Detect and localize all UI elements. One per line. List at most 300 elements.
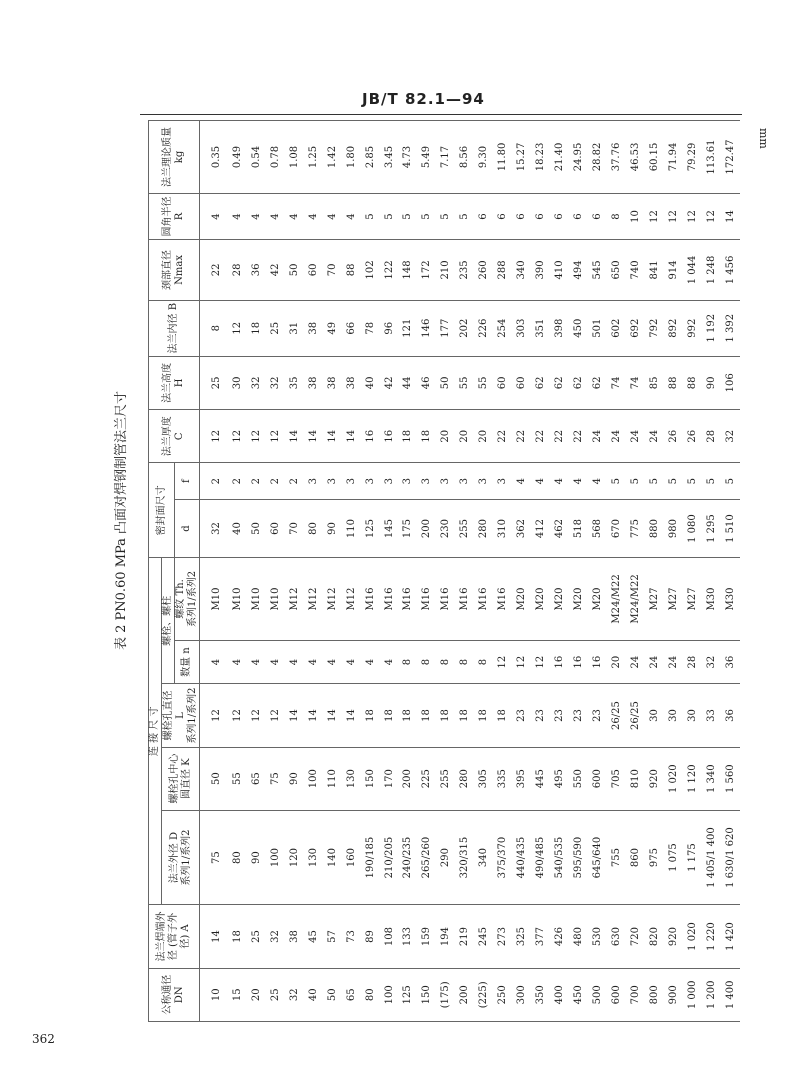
table-cell: 14 <box>285 684 304 747</box>
table-cell: 545 <box>588 240 607 301</box>
table-cell: 2 <box>200 463 228 499</box>
table-cell: 46.53 <box>626 121 645 194</box>
table-cell: 1 405/1 400 <box>702 810 721 905</box>
table-cell: M20 <box>531 558 550 641</box>
table-cell: 121 <box>399 300 418 356</box>
table-cell: 11.80 <box>493 121 512 194</box>
table-cell: 23 <box>588 684 607 747</box>
table-cell: 55 <box>455 356 474 409</box>
table-cell: 2.85 <box>361 121 380 194</box>
table-cell: M12 <box>323 558 342 641</box>
table-cell: 2 <box>266 463 285 499</box>
table-cell: 100 <box>266 810 285 905</box>
table-cell: 32 <box>266 905 285 968</box>
table-row <box>664 121 683 1022</box>
table-cell: 480 <box>569 905 588 968</box>
table-cell: 4 <box>266 193 285 239</box>
table-cell: 15.27 <box>512 121 531 194</box>
table-cell: 1 340 <box>702 747 721 810</box>
table-cell: 200 <box>455 968 474 1021</box>
table-cell: 0.49 <box>228 121 247 194</box>
table-cell: 351 <box>531 300 550 356</box>
table-cell: 66 <box>342 300 361 356</box>
table-cell: 50 <box>436 356 455 409</box>
table-cell: 50 <box>323 968 342 1021</box>
table-cell: 12 <box>664 193 683 239</box>
table-cell: 202 <box>455 300 474 356</box>
table-cell: 450 <box>569 300 588 356</box>
table-cell: 5 <box>399 193 418 239</box>
table-cell: 24 <box>607 410 626 463</box>
table-cell: 2 <box>247 463 266 499</box>
table-cell: 335 <box>493 747 512 810</box>
table-cell: 8 <box>200 300 228 356</box>
table-cell: 288 <box>493 240 512 301</box>
table-cell: 50 <box>285 240 304 301</box>
table-cell: 102 <box>361 240 380 301</box>
table-cell: 6 <box>569 193 588 239</box>
table-cell: 75 <box>266 747 285 810</box>
table-cell: 1 392 <box>721 300 740 356</box>
table-cell: 24 <box>664 640 683 684</box>
header-n: 数量 n <box>175 640 200 684</box>
table-cell: 12 <box>228 300 247 356</box>
table-row <box>285 121 304 1022</box>
table-cell: 150 <box>361 747 380 810</box>
table-cell: 5 <box>455 193 474 239</box>
table-cell: 26/25 <box>626 684 645 747</box>
table-cell: 0.54 <box>247 121 266 194</box>
table-cell: 670 <box>607 499 626 557</box>
table-cell: 5 <box>664 463 683 499</box>
table-cell: M30 <box>721 558 740 641</box>
table-cell: 290 <box>436 810 455 905</box>
table-cell: 3 <box>493 463 512 499</box>
table-cell: 6 <box>493 193 512 239</box>
header-mass: 法兰理论质量 kg <box>149 121 200 194</box>
table-cell: 145 <box>380 499 399 557</box>
table-cell: 12 <box>200 684 228 747</box>
table-cell: 90 <box>323 499 342 557</box>
table-cell: 36 <box>721 684 740 747</box>
table-cell: 1 420 <box>721 905 740 968</box>
table-cell: 4 <box>531 463 550 499</box>
table-cell: 362 <box>512 499 531 557</box>
table-cell: 21.40 <box>550 121 569 194</box>
table-cell: 992 <box>683 300 702 356</box>
table-cell: 3 <box>323 463 342 499</box>
table-cell: 18.23 <box>531 121 550 194</box>
table-cell: 14 <box>304 410 323 463</box>
table-cell: 320/315 <box>455 810 474 905</box>
table-cell: M16 <box>399 558 418 641</box>
table-cell: M12 <box>304 558 323 641</box>
table-cell: 122 <box>380 240 399 301</box>
table-cell: 340 <box>512 240 531 301</box>
table-cell: 33 <box>702 684 721 747</box>
table-cell: 440/435 <box>512 810 531 905</box>
table-cell: 1.25 <box>304 121 323 194</box>
table-cell: 225 <box>417 747 436 810</box>
table-cell: 100 <box>380 968 399 1021</box>
table-cell: 4 <box>228 193 247 239</box>
table-cell: 0.35 <box>200 121 228 194</box>
table-cell: 273 <box>493 905 512 968</box>
table-cell: 4 <box>323 640 342 684</box>
table-cell: 1 510 <box>721 499 740 557</box>
table-cell: 60 <box>266 499 285 557</box>
table-cell: M16 <box>493 558 512 641</box>
table-cell: 10 <box>200 968 228 1021</box>
table-cell: 12 <box>228 410 247 463</box>
table-cell: 172 <box>417 240 436 301</box>
table-cell: 740 <box>626 240 645 301</box>
table-cell: 255 <box>436 747 455 810</box>
header-group-seal: 密封面尺寸 <box>149 463 175 558</box>
table-cell: 8 <box>474 640 493 684</box>
table-cell: 60.15 <box>645 121 664 194</box>
table-cell: 50 <box>200 747 228 810</box>
table-cell: 14 <box>323 410 342 463</box>
table-cell: 230 <box>436 499 455 557</box>
table-cell: 172.47 <box>721 121 740 194</box>
table-cell: 62 <box>550 356 569 409</box>
table-cell: 42 <box>380 356 399 409</box>
table-cell: 1 075 <box>664 810 683 905</box>
table-cell: 18 <box>417 684 436 747</box>
table-cell: 24 <box>645 410 664 463</box>
table-cell: M10 <box>200 558 228 641</box>
table-cell: 16 <box>569 640 588 684</box>
table-cell: 16 <box>380 410 399 463</box>
table-cell: 914 <box>664 240 683 301</box>
table-cell: 80 <box>304 499 323 557</box>
table-cell: 177 <box>436 300 455 356</box>
table-cell: 375/370 <box>493 810 512 905</box>
table-cell: 705 <box>607 747 626 810</box>
table-cell: 395 <box>512 747 531 810</box>
table-cell: 3.45 <box>380 121 399 194</box>
table-cell: 2 <box>285 463 304 499</box>
table-cell: 57 <box>323 905 342 968</box>
table-cell: 140 <box>323 810 342 905</box>
table-cell: 38 <box>285 905 304 968</box>
table-cell: 880 <box>645 499 664 557</box>
table-cell: 26/25 <box>607 684 626 747</box>
table-cell: 226 <box>474 300 493 356</box>
table-cell: 692 <box>626 300 645 356</box>
table-cell: M20 <box>512 558 531 641</box>
table-cell: 800 <box>645 968 664 1021</box>
table-cell: 75 <box>200 810 228 905</box>
table-row <box>702 121 721 1022</box>
table-cell: 200 <box>417 499 436 557</box>
table-cell: 1 400 <box>721 968 740 1021</box>
table-cell: M24/M22 <box>607 558 626 641</box>
table-cell: 3 <box>455 463 474 499</box>
table-row <box>266 121 285 1022</box>
table-cell: 22 <box>512 410 531 463</box>
table-cell: 20 <box>247 968 266 1021</box>
table-cell: 40 <box>304 968 323 1021</box>
table-cell: 23 <box>569 684 588 747</box>
header-l: 螺栓孔直径 L 系列1/系列2 <box>162 684 200 747</box>
table-cell: M24/M22 <box>626 558 645 641</box>
table-cell: 36 <box>247 240 266 301</box>
table-cell: 25 <box>266 968 285 1021</box>
table-cell: 18 <box>417 410 436 463</box>
table-row <box>228 121 247 1022</box>
table-cell: 5 <box>683 463 702 499</box>
table-cell: M12 <box>285 558 304 641</box>
table-cell: 38 <box>342 356 361 409</box>
table-cell: 5 <box>721 463 740 499</box>
table-cell: 494 <box>569 240 588 301</box>
table-cell: 280 <box>455 747 474 810</box>
table-cell: 630 <box>607 905 626 968</box>
table-cell: 1.08 <box>285 121 304 194</box>
table-cell: 20 <box>436 410 455 463</box>
table-cell: 74 <box>607 356 626 409</box>
table-cell: 22 <box>200 240 228 301</box>
table-cell: 20 <box>474 410 493 463</box>
table-cell: 146 <box>417 300 436 356</box>
table-cell: 245 <box>474 905 493 968</box>
table-cell: 28 <box>702 410 721 463</box>
table-cell: 28 <box>228 240 247 301</box>
table-cell: 600 <box>588 747 607 810</box>
table-cell: 303 <box>512 300 531 356</box>
table-cell: 3 <box>361 463 380 499</box>
table-cell: 71.94 <box>664 121 683 194</box>
table-cell: 16 <box>588 640 607 684</box>
table-cell: 860 <box>626 810 645 905</box>
table-cell: 1.42 <box>323 121 342 194</box>
table-cell: 650 <box>607 240 626 301</box>
table-cell: 462 <box>550 499 569 557</box>
table-cell: 1 020 <box>664 747 683 810</box>
table-cell: 219 <box>455 905 474 968</box>
table-cell: 8 <box>399 640 418 684</box>
table-row <box>550 121 569 1022</box>
table-cell: 426 <box>550 905 569 968</box>
table-cell: 5 <box>436 193 455 239</box>
table-cell: 4 <box>200 193 228 239</box>
table-cell: 15 <box>228 968 247 1021</box>
table-cell: 80 <box>228 810 247 905</box>
table-row <box>399 121 418 1022</box>
table-cell: 18 <box>380 684 399 747</box>
table-cell: 22 <box>550 410 569 463</box>
table-row <box>342 121 361 1022</box>
table-caption-wrap <box>100 310 140 730</box>
table-cell: 500 <box>588 968 607 1021</box>
table-cell: 74 <box>626 356 645 409</box>
table-cell: 18 <box>436 684 455 747</box>
table-cell: 8.56 <box>455 121 474 194</box>
header-c: 法兰厚度 C <box>149 410 200 463</box>
table-cell: 12 <box>228 684 247 747</box>
table-cell: 14 <box>200 905 228 968</box>
table-cell: 65 <box>342 968 361 1021</box>
table-cell: (225) <box>474 968 493 1021</box>
table-cell: 14 <box>304 684 323 747</box>
table-cell: 70 <box>323 240 342 301</box>
table-cell: 20 <box>607 640 626 684</box>
table-cell: 1 192 <box>702 300 721 356</box>
table-cell: 4 <box>342 193 361 239</box>
header-th: 螺纹 Th. 系列1/系列2 <box>175 558 200 641</box>
table-cell: M10 <box>266 558 285 641</box>
table-cell: 1 200 <box>702 968 721 1021</box>
table-cell: 530 <box>588 905 607 968</box>
table-cell: 6 <box>550 193 569 239</box>
table-cell: 1 120 <box>683 747 702 810</box>
table-cell: 1 630/1 620 <box>721 810 740 905</box>
table-cell: 65 <box>247 747 266 810</box>
table-cell: 32 <box>285 968 304 1021</box>
table-cell: 16 <box>361 410 380 463</box>
table-cell: 120 <box>285 810 304 905</box>
table-cell: 106 <box>721 356 740 409</box>
table-cell: 18 <box>455 684 474 747</box>
table-cell: 62 <box>531 356 550 409</box>
table-cell: 160 <box>342 810 361 905</box>
table-cell: M20 <box>569 558 588 641</box>
table-cell: 1.80 <box>342 121 361 194</box>
table-cell: 38 <box>323 356 342 409</box>
table-cell: 550 <box>569 747 588 810</box>
table-cell: 8 <box>607 193 626 239</box>
table-cell: M16 <box>417 558 436 641</box>
table-cell: 79.29 <box>683 121 702 194</box>
table-cell: 377 <box>531 905 550 968</box>
table-cell: 18 <box>493 684 512 747</box>
table-cell: 810 <box>626 747 645 810</box>
table-cell: 4 <box>380 640 399 684</box>
header-h: 法兰高度 H <box>149 356 200 409</box>
table-cell: 32 <box>266 356 285 409</box>
table-cell: 12 <box>266 410 285 463</box>
table-cell: M30 <box>702 558 721 641</box>
table-cell: 398 <box>550 300 569 356</box>
table-row <box>588 121 607 1022</box>
table-cell: 18 <box>247 300 266 356</box>
table-cell: 5 <box>702 463 721 499</box>
table-cell: 3 <box>380 463 399 499</box>
table-cell: 3 <box>436 463 455 499</box>
table-cell: 23 <box>531 684 550 747</box>
table-cell: 100 <box>304 747 323 810</box>
table-row <box>474 121 493 1022</box>
header-b: 法兰内径 B <box>149 300 200 356</box>
table-cell: 55 <box>228 747 247 810</box>
table-cell: 42 <box>266 240 285 301</box>
table-cell: 5 <box>607 463 626 499</box>
table-cell: 1 000 <box>683 968 702 1021</box>
table-cell: 130 <box>342 747 361 810</box>
header-seal-d: d <box>175 499 200 557</box>
table-row <box>436 121 455 1022</box>
table-cell: 23 <box>550 684 569 747</box>
table-cell: 1 248 <box>702 240 721 301</box>
table-cell: 3 <box>399 463 418 499</box>
table-cell: 12 <box>200 410 228 463</box>
table-cell: M16 <box>474 558 493 641</box>
table-cell: 73 <box>342 905 361 968</box>
table-cell: M12 <box>342 558 361 641</box>
table-cell: 32 <box>702 640 721 684</box>
table-row <box>493 121 512 1022</box>
table-cell: 190/185 <box>361 810 380 905</box>
table-cell: 32 <box>721 410 740 463</box>
table-cell: 260 <box>474 240 493 301</box>
table-cell: 49 <box>323 300 342 356</box>
header-nmax: 颈部直径 Nmax <box>149 240 200 301</box>
table-cell: 0.78 <box>266 121 285 194</box>
table-cell: 5.49 <box>417 121 436 194</box>
table-cell: 24 <box>626 410 645 463</box>
table-cell: 24 <box>588 410 607 463</box>
table-cell: 240/235 <box>399 810 418 905</box>
header-r: 圆角半径 R <box>149 193 200 239</box>
table-cell: 20 <box>455 410 474 463</box>
unit-label: mm <box>757 128 770 149</box>
table-cell: M16 <box>361 558 380 641</box>
table-cell: 495 <box>550 747 569 810</box>
table-cell: 200 <box>399 747 418 810</box>
table-cell: 18 <box>399 410 418 463</box>
table-cell: 26 <box>683 410 702 463</box>
table-cell: 1 044 <box>683 240 702 301</box>
table-cell: 24 <box>645 640 664 684</box>
table-row <box>531 121 550 1022</box>
table-cell: 23 <box>512 684 531 747</box>
table-cell: 4 <box>200 640 228 684</box>
table-cell: 38 <box>304 300 323 356</box>
table-cell: 8 <box>417 640 436 684</box>
table-cell: 755 <box>607 810 626 905</box>
table-cell: 16 <box>550 640 569 684</box>
table-cell: 22 <box>493 410 512 463</box>
table-cell: 18 <box>399 684 418 747</box>
table-cell: 310 <box>493 499 512 557</box>
table-cell: 14 <box>342 410 361 463</box>
table-cell: 60 <box>304 240 323 301</box>
table-row <box>569 121 588 1022</box>
flange-dimension-table <box>148 120 740 1022</box>
table-row <box>247 121 266 1022</box>
table-cell: M16 <box>455 558 474 641</box>
table-cell: 892 <box>664 300 683 356</box>
table-cell: 4 <box>304 640 323 684</box>
table-cell: 4 <box>342 640 361 684</box>
table-cell: 900 <box>664 968 683 1021</box>
table-cell: 25 <box>247 905 266 968</box>
table-cell: 300 <box>512 968 531 1021</box>
table-cell: 7.17 <box>436 121 455 194</box>
table-cell: 125 <box>361 499 380 557</box>
table-cell: 4 <box>569 463 588 499</box>
table-cell: 10 <box>626 193 645 239</box>
table-cell: 602 <box>607 300 626 356</box>
table-cell: 22 <box>531 410 550 463</box>
table-cell: 568 <box>588 499 607 557</box>
table-cell: 30 <box>228 356 247 409</box>
table-cell: 210 <box>436 240 455 301</box>
table-cell: 37.76 <box>607 121 626 194</box>
table-cell: 125 <box>399 968 418 1021</box>
